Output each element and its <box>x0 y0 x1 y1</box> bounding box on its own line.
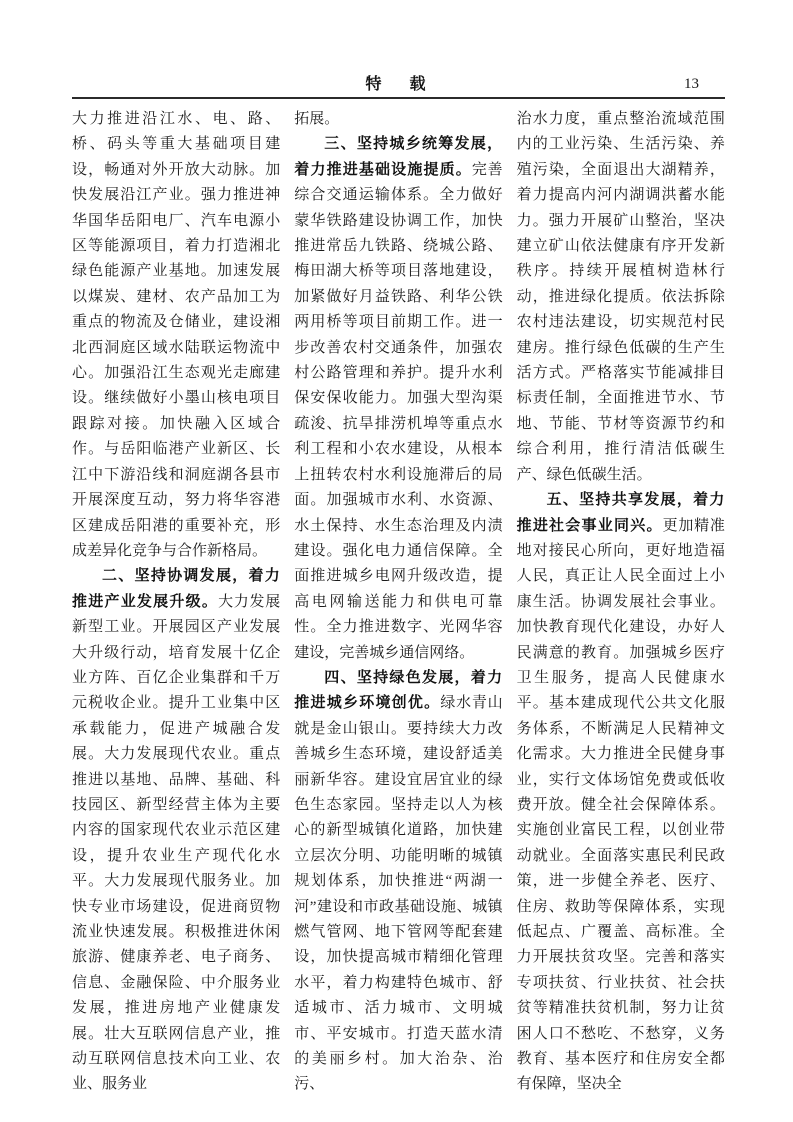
section-heading: 三、坚持城乡统筹发展，着力推进基础设施提质。 <box>294 136 503 178</box>
section-paragraph: 五、坚持共享发展，着力推进社会事业同兴。更加精准地对接民心所向，更好地造福人民，真正让人民全面过上小康生活。协调发展社会事业。加快教育现代化建设，办好人民满意的教育。加强城乡医疗卫生服务，提高人民健康水平。基本建成现代公共文化服务体系，不断满足人民精神文化需求。大力推进全民健身事业，实行文体场馆免费或低收费开放。健全社会保障体系。实施创业富民工程，以创业带动就业。全面落实惠民利民政策，进一步健全养老、医疗、住房、救助等保障体系，实现低起点、广覆盖、高标准。全力开展扶贫攻坚。完善和落实专项扶贫、行业扶贫、社会扶贫等精准扶贫机制，努力让贫困人口不愁吃、不愁穿，义务教育、基本医疗和住房安全都有保障，坚决全 <box>516 492 725 1093</box>
section-paragraph: 四、坚持绿色发展，着力推进城乡环境创优。绿水青山就是金山银山。要持续大力改善城乡生态环境，建设舒适美丽新华容。建设宜居宜业的绿色生态家园。坚持走以人为核心的新型城镇化道路，加快建立层次分明、功能明晰的城镇规划体系，加快推进“两湖一河”建设和市政基础设施、城镇燃气管网、地下管网等配套建设，加快提高城市精细化管理水平，着力构建特色城市、舒适城市、活力城市、文明城市、平安城市。打造天蓝水清的美丽乡村。加大治杂、治污、 <box>294 669 503 1093</box>
section-paragraph: 三、坚持城乡统筹发展，着力推进基础设施提质。完善综合交通运输体系。全力做好蒙华铁路建设协调工作，加快推进常岳九铁路、绕城公路、梅田湖大桥等项目落地建设，加紧做好月益铁路、利华公铁两用桥等项目前期工作。进一步改善农村交通条件，加强农村公路管理和养护。提升水利保安保收能力。加强大型沟渠疏浚、抗旱排涝机埠等重点水利工程和小农水建设，从根本上扭转农村水利设施滞后的局面。加强城市水利、水资源、水土保持、水生态治理及内渍建设。强化电力通信保障。全面推进城乡电网升级改造，提高电网输送能力和供电可靠性。全力推进数字、光网华容建设，完善城乡通信网络。 <box>294 136 503 661</box>
section-heading: 二、坚持协调发展，着力推进产业发展升级。 <box>72 568 281 610</box>
header-rule <box>72 97 725 99</box>
section-heading: 四、坚持绿色发展，着力推进城乡环境创优。 <box>294 669 503 712</box>
continuation-paragraph: 治水力度，重点整治流域范围内的工业污染、生活污染、养殖污染，全面退出大湖精养，着力提高内河内湖调洪蓄水能力。强力开展矿山整治，坚决建立矿山依法健康有序开发新秩序。持续开展植树造林行动，推进绿化提质。依法拆除农村违法建设，切实规范村民建房。推行绿色低碳的生产生活方式。严格落实节能减排目标责任制，全面推进节水、节地、节能、节材等资源节约和综合利用，推行清洁低碳生产、绿色低碳生活。 <box>516 111 725 483</box>
page-content <box>72 0 725 1098</box>
text-column-2 <box>294 107 502 1098</box>
section-paragraph: 二、坚持协调发展，着力推进产业发展升级。大力发展新型工业。开展园区产业发展大升级行动，培育发展十亿企业方阵、百亿企业集群和千万元税收企业。提升工业集中区承载能力，促进产城融合发展。大力发展现代农业。重点推进以基地、品牌、基础、科技园区、新型经营主体为主要内容的国家现代农业示范区建设，提升农业生产现代化水平。大力发展现代服务业。加快专业市场建设，促进商贸物流业快速发展。积极推进休闲旅游、健康养老、电子商务、信息、金融保险、中介服务业发展，推进房地产业健康发展。壮大互联网信息产业，推动互联网信息技术向工业、农业、服务业 <box>72 568 281 1093</box>
page-title: 特 载 <box>365 76 432 93</box>
continuation-paragraph: 大力推进沿江水、电、路、桥、码头等重大基础项目建设，畅通对外开放大动脉。加快发展沿江产业。强力推进神华国华岳阳电厂、汽车电源小区等能源项目，着力打造湘北绿色能源产业基地。加速发展以煤炭、建材、农产品加工为重点的物流及仓储业，建设湘北西洞庭区域水陆联运物流中心。加强沿江生态观光走廊建设。继续做好小墨山核电项目跟踪对接。加快融入区域合作。与岳阳临港产业新区、长江中下游沿线和洞庭湖各县市开展深度互动，努力将华容港区建成岳阳港的重要补充，形成差异化竞争与合作新格局。 <box>72 111 281 559</box>
text-column-1 <box>72 107 280 1098</box>
section-heading: 五、坚持共享发展，着力推进社会事业同兴。 <box>516 492 725 534</box>
page-number: 13 <box>684 76 699 92</box>
page-header <box>72 0 725 93</box>
text-columns <box>72 107 725 1098</box>
continuation-paragraph: 拓展。 <box>294 111 340 127</box>
text-column-3 <box>517 107 725 1098</box>
